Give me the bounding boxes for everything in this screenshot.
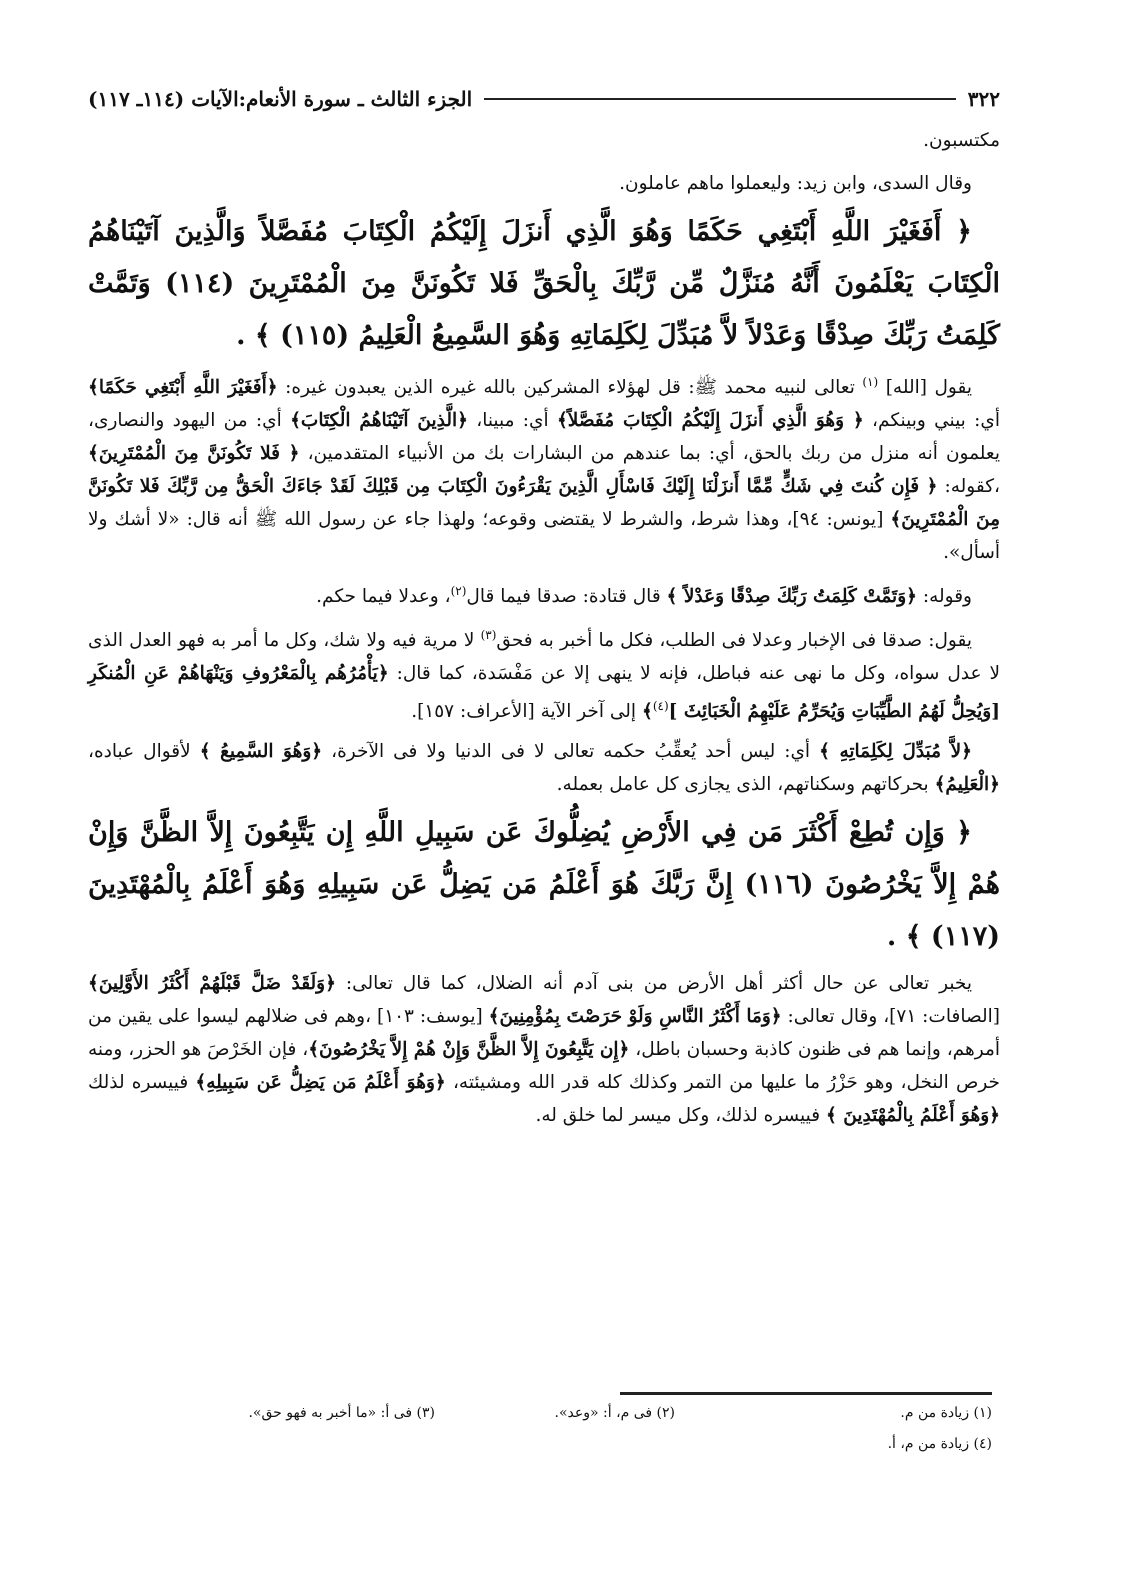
text-run: لأقوال عباده، (88, 740, 200, 762)
text-run: يخبر تعالى عن حال أكثر أهل الأرض من بنى آدم أنه الضلال، كما قال تعالى: (335, 972, 972, 994)
text-run: إلى آخر الآية [الأعراف: ١٥٧]. (411, 701, 642, 723)
footnote-3: (٣) فى أ: «ما أخبر به فهو حق». (248, 1405, 435, 1421)
commentary-paragraph (88, 124, 1000, 157)
quran-quote: ﴿وَتَمَّتْ كَلِمَتُ رَبِّكَ صِدْقًا وَعَدْلاً ﴾ (666, 586, 917, 608)
footnote-ref: (٣) (480, 628, 497, 643)
text-run: أي: مبينا، (467, 410, 557, 432)
quran-quote: ﴿الْعَلِيمُ﴾ (934, 773, 1000, 795)
footnote-2: (٢) فى م، أ: «وعد». (554, 1405, 675, 1421)
main-text (88, 124, 1000, 1132)
text-run: أي: ليس أحد يُعقِّبُ حكمه تعالى لا فى الدنيا ولا فى الآخرة، (322, 740, 820, 762)
quran-quote: ﴿ فَإِن كُنتَ فِي شَكٍّ مِّمَّا أَنزَلْنَا إِلَيْكَ فَاسْأَلِ الَّذِينَ يَقْرَءُونَ الْكِتَابَ مِن قَبْلِكَ لَقَدْ جَاءَكَ الْحَقُّ مِن رَّبِّكَ فَلا تَكُونَنَّ مِنَ الْمُمْتَرِينَ﴾ (88, 476, 1000, 531)
text-run: أي: من اليهود والنصارى، يعلمون أنه منزل من ربك بالحق، أي: بما عندهم من البشارات بك من الأنبياء المتقدمين، (88, 410, 1001, 465)
commentary-paragraph (88, 575, 1000, 613)
quran-quote: ﴿ وَهُوَ الَّذِي أَنزَلَ إِلَيْكُمُ الْكِتَابَ مُفَصَّلاً﴾ (556, 410, 864, 432)
quran-quote: ﴿إِن يَتَّبِعُونَ إِلاَّ الظَّنَّ وَإِنْ هُمْ إِلاَّ يَخْرُصُونَ﴾ (308, 1038, 630, 1060)
footnote-ref: (٢) (450, 584, 467, 599)
text-run: فييسره لذلك (88, 1071, 196, 1093)
quran-quote: ﴾ (641, 701, 653, 723)
header-title: الجزء الثالث ـ سورة الأنعام:الآيات (١١٤ـ ١١٧) (88, 87, 473, 111)
quran-quote: ﴿الَّذِينَ آتَيْنَاهُمُ الْكِتَابَ﴾ (290, 410, 468, 432)
commentary-paragraph (88, 366, 1000, 569)
footnote-separator (620, 1392, 992, 1395)
footnote-4: (٤) زيادة من م، أ. (887, 1436, 992, 1452)
text-run: فييسره لذلك، وكل ميسر لما خلق له. (535, 1104, 826, 1126)
page-body (88, 82, 1000, 1138)
text-run: [الصافات: ٧١]، وقال تعالى: (781, 1005, 1000, 1027)
text-run: ، فإن الخَرْصَ هو الحزر، ومنه خرص النخل، وهو حَزْرُ ما عليها من التمر وكذلك كله قدر الله ومشيئته، (87, 1038, 1000, 1093)
text-run: تعالى لنبيه محمد ﷺ: قل لهؤلاء المشركين بالله غيره الذين يعبدون غيره: (277, 377, 863, 399)
text-run: مكتسبون. (923, 130, 1000, 151)
footnote-ref: (٤) (652, 699, 669, 714)
quran-quote: ﴿يَأْمُرُهُم بِالْمَعْرُوفِ وَيَنْهَاهُمْ عَنِ الْمُنكَرِ [وَيُحِلُّ لَهُمُ الطَّيِّبَاتِ وَيُحَرِّمُ عَلَيْهِمُ الْخَبَائِثَ ] (88, 663, 1000, 723)
text-run: يقول [الله] (878, 377, 972, 399)
footnote-1: (١) زيادة من م. (900, 1405, 992, 1421)
quran-quote: ﴿أَفَغَيْرَ اللَّهِ أَبْتَغِي حَكَمًا﴾ (88, 377, 278, 399)
footnote-ref: (١) (862, 375, 879, 389)
text-run: لا مرية فيه ولا شك، وكل ما أمر به فهو العدل الذى لا عدل سواه، وكل ما نهى عنه فباطل، فإنه لا ينهى إلا عن مَفْسَدة، كما قال: (88, 630, 1000, 685)
quran-quote: ﴿وَهُوَ السَّمِيعُ ﴾ (199, 740, 323, 762)
text-run: [يونس: ٩٤]، وهذا شرط، والشرط لا يقتضى وقوعه؛ ولهذا جاء عن رسول الله ﷺ أنه قال: «لا أشك ولا أسأل». (88, 509, 1000, 564)
page-number: ٣٢٢ (967, 87, 1000, 111)
quran-quote: ﴿وَهُوَ أَعْلَمُ مَن يَضِلُّ عَن سَبِيلِهِ﴾ (195, 1071, 446, 1093)
text-run: يقول: صدقا فى الإخبار وعدلا فى الطلب، فكل ما أخبر به فحق (496, 630, 972, 652)
text-run: ﴿ أَفَغَيْرَ اللَّهِ أَبْتَغِي حَكَمًا وَهُوَ الَّذِي أَنزَلَ إِلَيْكُمُ الْكِتَابَ مُفَصَّلاً وَالَّذِينَ آتَيْنَاهُمُ الْكِتَابَ يَعْلَمُونَ أَنَّهُ مُنَزَّلٌ مِّن رَّبِّكَ بِالْحَقِّ فَلا تَكُونَنَّ مِنَ الْمُمْتَرِينَ (١١٤) وَتَمَّتْ كَلِمَتُ رَبِّكَ صِدْقًا وَعَدْلاً لاَّ مُبَدِّلَ لِكَلِمَاتِهِ وَهُوَ السَّمِيعُ الْعَلِيمُ (١١٥) ﴾ . (88, 216, 1000, 351)
text-run: قال قتادة: صدقا فيما قال (466, 586, 667, 608)
quran-quote: ﴿وَمَا أَكْثَرُ النَّاسِ وَلَوْ حَرَصْتَ بِمُؤْمِنِينَ﴾ (488, 1005, 782, 1027)
text-run: وقوله: (916, 586, 972, 608)
quran-quote: ﴿لاَّ مُبَدِّلَ لِكَلِمَاتِهِ ﴾ (819, 740, 972, 762)
text-run: ﴿ وَإِن تُطِعْ أَكْثَرَ مَن فِي الأَرْضِ يُضِلُّوكَ عَن سَبِيلِ اللَّهِ إِن يَتَّبِعُونَ إِلاَّ الظَّنَّ وَإِنْ هُمْ إِلاَّ يَخْرُصُونَ (١١٦) إِنَّ رَبَّكَ هُوَ أَعْلَمُ مَن يَضِلُّ عَن سَبِيلِهِ وَهُوَ أَعْلَمُ بِالْمُهْتَدِينَ (١١٧) ﴾ . (88, 816, 1000, 952)
header-rule (484, 98, 956, 100)
quran-quote: ﴿وَلَقَدْ ضَلَّ قَبْلَهُمْ أَكْثَرُ الأَوَّلِينَ﴾ (88, 972, 336, 994)
quran-quote: ﴿وَهُوَ أَعْلَمُ بِالْمُهْتَدِينَ ﴾ (825, 1104, 1000, 1126)
quran-quote: ﴿ فَلا تَكُونَنَّ مِنَ الْمُمْتَرِينَ﴾ (88, 443, 300, 465)
text-run: أي: بيني وبينكم، (863, 410, 1000, 432)
running-header (88, 82, 1000, 116)
quran-verse (88, 807, 1000, 963)
text-run: بحركاتهم وسكناتهم، الذى يجازى كل عامل بعمله. (556, 773, 935, 795)
commentary-paragraph (88, 167, 1000, 200)
commentary-paragraph (88, 967, 1000, 1132)
text-run: [يوسف: ١٠٣] ،وهم فى ضلالهم ليسوا على يقين من أمرهم، وإنما هم فى ظنون كاذبة وحسبان باطل، (88, 1005, 1000, 1060)
text-run: وقال السدى، وابن زيد: وليعملوا ماهم عاملون. (619, 173, 972, 194)
text-run: ، وعدلا فيما حكم. (316, 586, 451, 608)
commentary-paragraph (88, 735, 1000, 801)
text-run: ،كقوله: (937, 476, 1000, 498)
quran-verse (88, 206, 1000, 362)
commentary-paragraph (88, 619, 1000, 728)
